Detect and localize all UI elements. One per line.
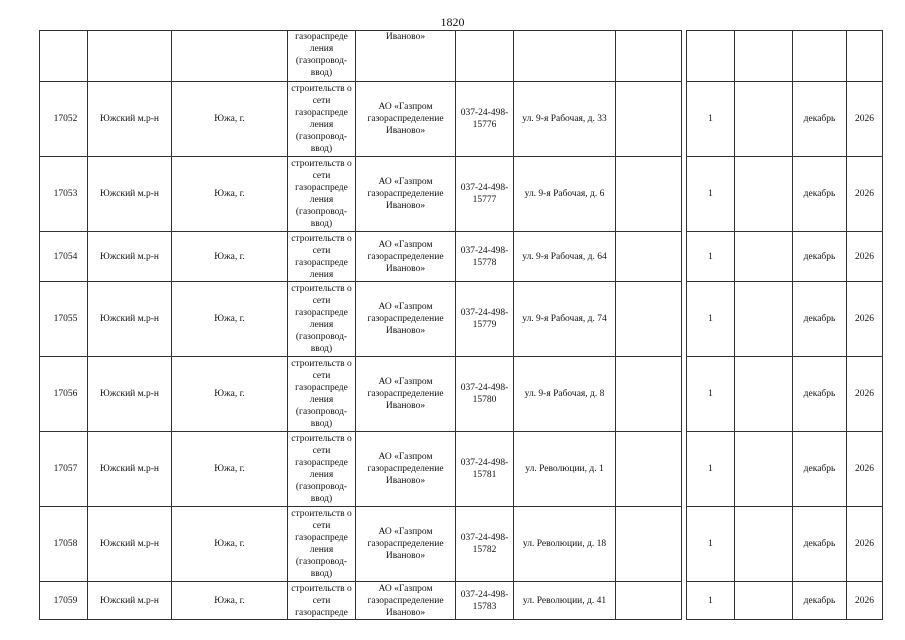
cell-code: 037-24-498-15779: [456, 282, 514, 357]
page-number: 1820: [440, 15, 465, 29]
cell-qty: 1: [687, 282, 735, 357]
table-row: [40, 82, 883, 157]
table-row: [40, 357, 883, 432]
cell-town: Южа, г.: [172, 82, 288, 157]
cell-municipality: Южский м.р-н: [88, 82, 172, 157]
cell-town: Южа, г.: [172, 507, 288, 582]
cell-qty: 1: [687, 82, 735, 157]
cell-work: строительств о сети газораспреде ления (газопровод-ввод): [288, 157, 356, 232]
cell-code: 037-24-498-15777: [456, 157, 514, 232]
cell-month: декабрь: [793, 357, 847, 432]
cell-org: АО «Газпром газораспределение Иваново»: [356, 157, 456, 232]
cell-code: 037-24-498-15776: [456, 82, 514, 157]
cell-municipality: Южский м.р-н: [88, 282, 172, 357]
cell-address: ул. 9-я Рабочая, д. 64: [514, 232, 616, 282]
cell-month: декабрь: [793, 582, 847, 620]
cell-work: строительств о сети газораспреде ления: [288, 232, 356, 282]
cell-town: Южа, г.: [172, 432, 288, 507]
cell-month: декабрь: [793, 157, 847, 232]
cell-code: 037-24-498-15778: [456, 232, 514, 282]
cell-org: АО «Газпром газораспределение Иваново»: [356, 582, 456, 620]
cell-address: ул. 9-я Рабочая, д. 74: [514, 282, 616, 357]
cell-town: Южа, г.: [172, 232, 288, 282]
cell-year: 2026: [847, 357, 883, 432]
cell-year: 2026: [847, 282, 883, 357]
cell-id: 17059: [40, 582, 88, 620]
cell-municipality: Южский м.р-н: [88, 357, 172, 432]
cell-address: ул. Революции, д. 41: [514, 582, 616, 620]
cell-qty: 1: [687, 432, 735, 507]
cell-town: Южа, г.: [172, 357, 288, 432]
cell-month: декабрь: [793, 432, 847, 507]
cell-id: 17054: [40, 232, 88, 282]
cell-work: строительств о сети газораспреде ления (газопровод-ввод): [288, 432, 356, 507]
cell-address: ул. 9-я Рабочая, д. 8: [514, 357, 616, 432]
cell-year: 2026: [847, 507, 883, 582]
cell-municipality: Южский м.р-н: [88, 157, 172, 232]
cell-id: 17053: [40, 157, 88, 232]
cell-code: 037-24-498-15781: [456, 432, 514, 507]
cell-code: 037-24-498-15783: [456, 582, 514, 620]
cell-org: АО «Газпром газораспределение Иваново»: [356, 82, 456, 157]
cell-org: АО «Газпром газораспределение Иваново»: [356, 282, 456, 357]
cell-work: строительств о сети газораспреде ления (газопровод-ввод): [288, 507, 356, 582]
cell-month: декабрь: [793, 232, 847, 282]
cell-id: 17056: [40, 357, 88, 432]
cell-address: ул. 9-я Рабочая, д. 33: [514, 82, 616, 157]
cell-org: Иваново»: [356, 31, 456, 82]
table-row: [40, 232, 883, 282]
cell-work: строительств о сети газораспреде ления (газопровод-ввод): [288, 357, 356, 432]
cell-month: декабрь: [793, 507, 847, 582]
cell-municipality: Южский м.р-н: [88, 507, 172, 582]
table-row: [40, 282, 883, 357]
cell-municipality: Южский м.р-н: [88, 582, 172, 620]
cell-code: 037-24-498-15780: [456, 357, 514, 432]
table-row: [40, 432, 883, 507]
table-row: [40, 157, 883, 232]
cell-qty: 1: [687, 157, 735, 232]
cell-work: газораспреде ления (газопровод-ввод): [288, 31, 356, 82]
cell-code: 037-24-498-15782: [456, 507, 514, 582]
cell-address: ул. Революции, д. 18: [514, 507, 616, 582]
cell-org: АО «Газпром газораспределение Иваново»: [356, 232, 456, 282]
cell-town: Южа, г.: [172, 282, 288, 357]
cell-year: 2026: [847, 432, 883, 507]
cell-town: Южа, г.: [172, 157, 288, 232]
cell-year: 2026: [847, 82, 883, 157]
cell-work: строительств о сети газораспреде ления (газопровод-ввод): [288, 282, 356, 357]
cell-qty: 1: [687, 507, 735, 582]
cell-org: АО «Газпром газораспределение Иваново»: [356, 432, 456, 507]
cell-id: 17057: [40, 432, 88, 507]
cell-month: декабрь: [793, 282, 847, 357]
cell-work: строительств о сети газораспреде: [288, 582, 356, 620]
cell-qty: 1: [687, 582, 735, 620]
table-row: [40, 582, 883, 620]
cell-id: 17058: [40, 507, 88, 582]
cell-qty: 1: [687, 357, 735, 432]
cell-work: строительств о сети газораспреде ления (газопровод-ввод): [288, 82, 356, 157]
cell-municipality: Южский м.р-н: [88, 432, 172, 507]
cell-address: ул. Революции, д. 1: [514, 432, 616, 507]
cell-org: АО «Газпром газораспределение Иваново»: [356, 357, 456, 432]
cell-id: 17052: [40, 82, 88, 157]
cell-municipality: Южский м.р-н: [88, 232, 172, 282]
gas-connection-table: [39, 30, 883, 620]
cell-year: 2026: [847, 582, 883, 620]
table-row: [40, 507, 883, 582]
cell-id: 17055: [40, 282, 88, 357]
continued-row: [40, 31, 883, 82]
cell-address: ул. 9-я Рабочая, д. 6: [514, 157, 616, 232]
cell-org: АО «Газпром газораспределение Иваново»: [356, 507, 456, 582]
cell-qty: 1: [687, 232, 735, 282]
cell-month: декабрь: [793, 82, 847, 157]
cell-town: Южа, г.: [172, 582, 288, 620]
cell-year: 2026: [847, 157, 883, 232]
cell-year: 2026: [847, 232, 883, 282]
